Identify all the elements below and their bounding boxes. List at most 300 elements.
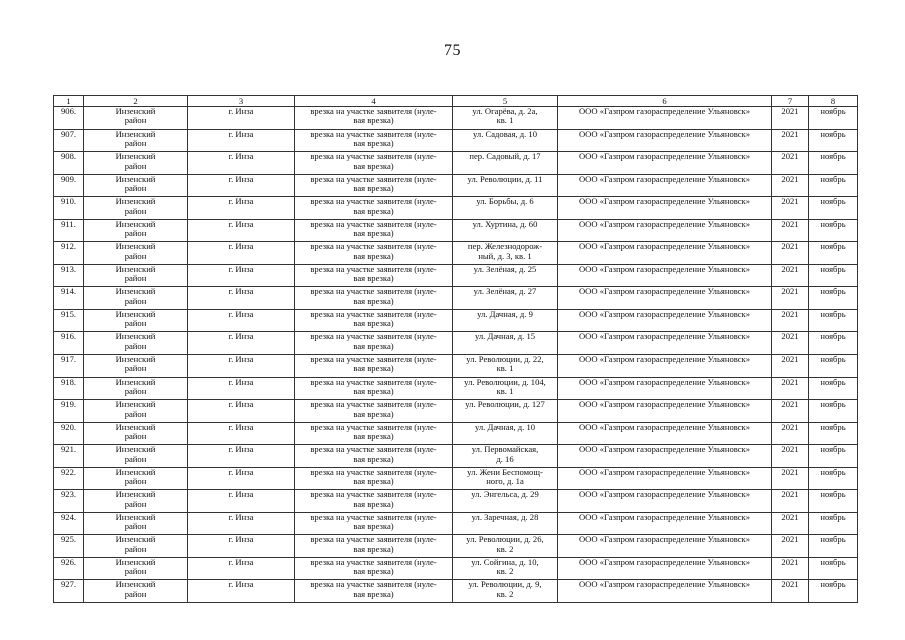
district-cell [84, 197, 188, 220]
work-type-cell [295, 490, 453, 513]
organization-cell: ООО «Газпром газораспределение Ульяновск» [558, 197, 772, 220]
row-number-cell: 908. [54, 152, 84, 175]
organization-cell: ООО «Газпром газораспределение Ульяновск» [558, 557, 772, 580]
month-cell: ноябрь [809, 152, 858, 175]
table-row [54, 422, 858, 445]
district-line: район [124, 115, 147, 126]
organization-cell: ООО «Газпром газораспределение Ульяновск» [558, 242, 772, 265]
district-line: район [124, 498, 147, 509]
year-cell: 2021 [772, 557, 809, 580]
district-line: Инзенский [115, 467, 156, 477]
address-line: ул. Революции, д. 9, [468, 579, 542, 590]
settlement-cell: г. Инза [188, 309, 295, 332]
settlement-cell: г. Инза [188, 580, 295, 603]
work-type-line: вая врезка) [353, 137, 394, 148]
year-cell: 2021 [772, 219, 809, 242]
district-line: Инзенский [115, 286, 156, 297]
settlement-cell: г. Инза [188, 287, 295, 310]
district-cell [84, 287, 188, 310]
district-cell [84, 129, 188, 152]
organization-cell: ООО «Газпром газораспределение Ульяновск» [558, 535, 772, 558]
district-line: Инзенский [115, 241, 156, 252]
organization-cell: ООО «Газпром газораспределение Ульяновск» [558, 512, 772, 535]
month-cell: ноябрь [809, 242, 858, 265]
settlement-cell: г. Инза [188, 174, 295, 197]
work-type-line: врезка на участке заявителя (нуле- [310, 264, 437, 274]
row-number-cell: 923. [54, 490, 84, 513]
work-type-line: вая врезка) [353, 408, 394, 419]
work-type-line: вая врезка) [353, 340, 394, 351]
address-line: кв. 1 [496, 115, 514, 126]
work-type-line: врезка на участке заявителя (нуле- [310, 331, 437, 342]
table-row [54, 557, 858, 580]
column-header: 3 [188, 96, 295, 107]
work-type-line: вая врезка) [353, 363, 394, 374]
year-cell: 2021 [772, 445, 809, 468]
organization-cell: ООО «Газпром газораспределение Ульяновск» [558, 129, 772, 152]
district-cell [84, 355, 188, 378]
work-type-line: вая врезка) [353, 431, 394, 442]
year-cell: 2021 [772, 152, 809, 175]
table-row [54, 174, 858, 197]
address-cell [453, 107, 558, 130]
work-type-line: вая врезка) [353, 205, 394, 216]
month-cell: ноябрь [809, 264, 858, 287]
district-line: район [124, 318, 147, 329]
district-line: район [124, 273, 147, 284]
row-number-cell: 910. [54, 197, 84, 220]
settlement-cell: г. Инза [188, 400, 295, 423]
settlement-cell: г. Инза [188, 422, 295, 445]
month-cell: ноябрь [809, 377, 858, 400]
address-line: ул. Революции, д. 26, [466, 534, 544, 545]
work-type-line: врезка на участке заявителя (нуле- [310, 196, 437, 207]
settlement-cell: г. Инза [188, 467, 295, 490]
organization-cell: ООО «Газпром газораспределение Ульяновск» [558, 219, 772, 242]
district-cell [84, 219, 188, 242]
row-number-cell: 921. [54, 445, 84, 468]
settlement-cell: г. Инза [188, 355, 295, 378]
row-number-cell: 926. [54, 557, 84, 580]
district-cell [84, 264, 188, 287]
organization-cell: ООО «Газпром газораспределение Ульяновск» [558, 107, 772, 130]
settlement-cell: г. Инза [188, 242, 295, 265]
month-cell: ноябрь [809, 580, 858, 603]
district-line: Инзенский [115, 399, 156, 410]
organization-cell: ООО «Газпром газораспределение Ульяновск» [558, 490, 772, 513]
work-type-line: врезка на участке заявителя (нуле- [310, 286, 437, 297]
month-cell: ноябрь [809, 557, 858, 580]
year-cell: 2021 [772, 174, 809, 197]
row-number-cell: 920. [54, 422, 84, 445]
settlement-cell: г. Инза [188, 445, 295, 468]
settlement-cell: г. Инза [188, 512, 295, 535]
month-cell: ноябрь [809, 535, 858, 558]
address-line: пер. Садовый, д. 17 [469, 151, 541, 162]
district-line: Инзенский [115, 354, 156, 365]
work-type-line: вая врезка) [353, 228, 394, 239]
district-cell [84, 557, 188, 580]
year-cell: 2021 [772, 264, 809, 287]
year-cell: 2021 [772, 467, 809, 490]
work-type-cell [295, 152, 453, 175]
organization-cell: ООО «Газпром газораспределение Ульяновск» [558, 445, 772, 468]
row-number-cell: 925. [54, 535, 84, 558]
district-line: Инзенский [115, 534, 156, 545]
work-type-line: вая врезка) [353, 566, 394, 577]
organization-cell: ООО «Газпром газораспределение Ульяновск» [558, 174, 772, 197]
address-line: ного, д. 1а [486, 476, 524, 487]
work-type-line: врезка на участке заявителя (нуле- [310, 174, 437, 184]
address-line: ул. Жени Беспомощ- [467, 467, 543, 477]
district-line: район [124, 137, 147, 148]
month-cell: ноябрь [809, 129, 858, 152]
district-line: Инзенский [115, 422, 156, 432]
district-line: Инзенский [115, 377, 156, 387]
address-cell [453, 557, 558, 580]
work-type-line: врезка на участке заявителя (нуле- [310, 241, 437, 252]
work-type-cell [295, 467, 453, 490]
district-line: Инзенский [115, 489, 156, 500]
address-cell [453, 309, 558, 332]
row-number-cell: 919. [54, 400, 84, 423]
month-cell: ноябрь [809, 512, 858, 535]
work-type-line: врезка на участке заявителя (нуле- [310, 422, 437, 432]
organization-cell: ООО «Газпром газораспределение Ульяновск» [558, 152, 772, 175]
row-number-cell: 912. [54, 242, 84, 265]
table-row [54, 219, 858, 242]
work-type-cell [295, 377, 453, 400]
work-type-line: врезка на участке заявителя (нуле- [310, 151, 437, 162]
district-line: район [124, 588, 147, 599]
column-header: 5 [453, 96, 558, 107]
address-cell [453, 400, 558, 423]
address-line: ул. Сойгина, д. 10, [471, 557, 539, 567]
work-type-line: вая врезка) [353, 453, 394, 464]
district-line: Инзенский [115, 129, 156, 139]
table-row [54, 400, 858, 423]
district-cell [84, 422, 188, 445]
address-line: ул. Садовая, д. 10 [473, 129, 537, 139]
work-type-cell [295, 445, 453, 468]
district-line: район [124, 476, 147, 487]
work-type-line: врезка на участке заявителя (нуле- [310, 354, 437, 365]
work-type-cell [295, 219, 453, 242]
year-cell: 2021 [772, 107, 809, 130]
month-cell: ноябрь [809, 490, 858, 513]
row-number-cell: 913. [54, 264, 84, 287]
month-cell: ноябрь [809, 309, 858, 332]
column-header: 1 [54, 96, 84, 107]
work-type-cell [295, 197, 453, 220]
district-cell [84, 467, 188, 490]
address-line: ул. Дачная, д. 15 [474, 331, 536, 342]
address-cell [453, 490, 558, 513]
table-row [54, 197, 858, 220]
settlement-cell: г. Инза [188, 377, 295, 400]
district-line: район [124, 385, 147, 396]
year-cell: 2021 [772, 490, 809, 513]
row-number-cell: 911. [54, 219, 84, 242]
district-cell [84, 174, 188, 197]
year-cell: 2021 [772, 197, 809, 220]
district-cell [84, 309, 188, 332]
address-line: кв. 2 [496, 588, 514, 599]
row-number-cell: 918. [54, 377, 84, 400]
table-row [54, 242, 858, 265]
work-type-line: вая врезка) [353, 385, 394, 396]
organization-cell: ООО «Газпром газораспределение Ульяновск» [558, 580, 772, 603]
year-cell: 2021 [772, 535, 809, 558]
work-type-cell [295, 264, 453, 287]
row-number-cell: 924. [54, 512, 84, 535]
table-row [54, 309, 858, 332]
organization-cell: ООО «Газпром газораспределение Ульяновск» [558, 467, 772, 490]
organization-cell: ООО «Газпром газораспределение Ульяновск» [558, 355, 772, 378]
address-line: ул. Хуртина, д. 60 [472, 219, 538, 229]
district-cell [84, 490, 188, 513]
work-type-line: врезка на участке заявителя (нуле- [310, 489, 437, 500]
address-cell [453, 264, 558, 287]
district-cell [84, 242, 188, 265]
work-type-cell [295, 422, 453, 445]
work-type-cell [295, 332, 453, 355]
column-header: 8 [809, 96, 858, 107]
work-type-line: врезка на участке заявителя (нуле- [310, 557, 437, 567]
address-line: ул. Революции, д. 11 [467, 174, 543, 184]
settlement-cell: г. Инза [188, 197, 295, 220]
district-line: район [124, 566, 147, 577]
address-line: ул. Энгельса, д. 29 [471, 489, 539, 500]
district-line: Инзенский [115, 196, 156, 207]
table-row [54, 152, 858, 175]
address-line: ул. Борьбы, д. 6 [476, 196, 534, 207]
column-header: 7 [772, 96, 809, 107]
table-row [54, 377, 858, 400]
work-type-cell [295, 355, 453, 378]
row-number-cell: 916. [54, 332, 84, 355]
address-cell [453, 467, 558, 490]
address-line: ул. Революции, д. 127 [465, 399, 545, 410]
work-type-cell [295, 535, 453, 558]
year-cell: 2021 [772, 512, 809, 535]
row-number-cell: 914. [54, 287, 84, 310]
year-cell: 2021 [772, 242, 809, 265]
organization-cell: ООО «Газпром газораспределение Ульяновск» [558, 264, 772, 287]
district-line: Инзенский [115, 579, 156, 590]
settlement-cell: г. Инза [188, 535, 295, 558]
address-line: ул. Огарёва, д. 2а, [472, 106, 538, 116]
district-line: Инзенский [115, 174, 156, 184]
month-cell: ноябрь [809, 332, 858, 355]
district-line: Инзенский [115, 106, 156, 116]
address-line: ул. Дачная, д. 9 [477, 309, 533, 319]
district-line: Инзенский [115, 444, 156, 455]
month-cell: ноябрь [809, 467, 858, 490]
district-line: район [124, 363, 147, 374]
district-line: Инзенский [115, 512, 156, 522]
table-row [54, 467, 858, 490]
district-line: район [124, 408, 147, 419]
address-line: д. 16 [496, 453, 514, 464]
month-cell: ноябрь [809, 174, 858, 197]
organization-cell: ООО «Газпром газораспределение Ульяновск» [558, 422, 772, 445]
row-number-cell: 922. [54, 467, 84, 490]
column-header: 2 [84, 96, 188, 107]
district-line: район [124, 453, 147, 464]
table-row [54, 107, 858, 130]
table-row [54, 445, 858, 468]
table-row [54, 355, 858, 378]
table-row [54, 580, 858, 603]
district-line: район [124, 228, 147, 239]
address-line: кв. 1 [496, 363, 514, 374]
year-cell: 2021 [772, 332, 809, 355]
district-line: район [124, 205, 147, 216]
address-line: пер. Железнодорож- [467, 241, 543, 252]
district-line: район [124, 521, 147, 532]
work-type-line: врезка на участке заявителя (нуле- [310, 309, 437, 319]
work-type-cell [295, 174, 453, 197]
settlement-cell: г. Инза [188, 129, 295, 152]
work-type-line: врезка на участке заявителя (нуле- [310, 399, 437, 410]
organization-cell: ООО «Газпром газораспределение Ульяновск» [558, 287, 772, 310]
year-cell: 2021 [772, 580, 809, 603]
district-cell [84, 152, 188, 175]
table-row [54, 129, 858, 152]
work-type-line: вая врезка) [353, 273, 394, 284]
settlement-cell: г. Инза [188, 152, 295, 175]
address-cell [453, 422, 558, 445]
district-line: Инзенский [115, 264, 156, 274]
work-type-line: вая врезка) [353, 295, 394, 306]
address-cell [453, 287, 558, 310]
district-line: район [124, 431, 147, 442]
organization-cell: ООО «Газпром газораспределение Ульяновск» [558, 309, 772, 332]
table-row [54, 535, 858, 558]
row-number-cell: 907. [54, 129, 84, 152]
year-cell: 2021 [772, 287, 809, 310]
address-line: ул. Дачная, д. 10 [474, 422, 536, 432]
page-number: 75 [444, 42, 461, 59]
address-cell [453, 512, 558, 535]
year-cell: 2021 [772, 309, 809, 332]
district-cell [84, 332, 188, 355]
address-line: ул. Революции, д. 22, [466, 354, 544, 365]
settlement-cell: г. Инза [188, 332, 295, 355]
district-cell [84, 580, 188, 603]
work-type-line: врезка на участке заявителя (нуле- [310, 512, 437, 522]
column-header: 4 [295, 96, 453, 107]
settlement-cell: г. Инза [188, 107, 295, 130]
work-type-line: вая врезка) [353, 498, 394, 509]
month-cell: ноябрь [809, 355, 858, 378]
month-cell: ноябрь [809, 445, 858, 468]
district-cell [84, 535, 188, 558]
settlement-cell: г. Инза [188, 557, 295, 580]
work-type-line: врезка на участке заявителя (нуле- [310, 377, 437, 387]
work-type-cell [295, 107, 453, 130]
work-type-cell [295, 580, 453, 603]
address-cell [453, 242, 558, 265]
work-type-line: врезка на участке заявителя (нуле- [310, 444, 437, 455]
district-line: Инзенский [115, 331, 156, 342]
address-line: ул. Зелёная, д. 25 [473, 264, 537, 274]
month-cell: ноябрь [809, 400, 858, 423]
address-cell [453, 219, 558, 242]
table-row [54, 264, 858, 287]
work-type-cell [295, 309, 453, 332]
table-row [54, 287, 858, 310]
registry-table [53, 95, 858, 603]
table-row [54, 490, 858, 513]
district-cell [84, 377, 188, 400]
district-cell [84, 107, 188, 130]
work-type-line: врезка на участке заявителя (нуле- [310, 467, 437, 477]
work-type-line: вая врезка) [353, 543, 394, 554]
row-number-cell: 927. [54, 580, 84, 603]
work-type-line: вая врезка) [353, 115, 394, 126]
address-cell [453, 445, 558, 468]
settlement-cell: г. Инза [188, 219, 295, 242]
work-type-line: врезка на участке заявителя (нуле- [310, 534, 437, 545]
table-body [54, 107, 858, 603]
column-number-row [54, 96, 858, 107]
work-type-line: вая врезка) [353, 160, 394, 171]
work-type-cell [295, 129, 453, 152]
work-type-line: вая врезка) [353, 318, 394, 329]
address-cell [453, 377, 558, 400]
district-line: район [124, 543, 147, 554]
address-cell [453, 197, 558, 220]
column-header: 6 [558, 96, 772, 107]
year-cell: 2021 [772, 355, 809, 378]
work-type-cell [295, 400, 453, 423]
year-cell: 2021 [772, 400, 809, 423]
month-cell: ноябрь [809, 107, 858, 130]
address-line: ул. Первомайская, [471, 444, 539, 455]
address-line: ный, д. 3, кв. 1 [478, 250, 532, 261]
address-line: кв. 1 [496, 385, 514, 396]
work-type-cell [295, 512, 453, 535]
row-number-cell: 917. [54, 355, 84, 378]
work-type-line: врезка на участке заявителя (нуле- [310, 106, 437, 116]
settlement-cell: г. Инза [188, 264, 295, 287]
year-cell: 2021 [772, 129, 809, 152]
address-cell [453, 535, 558, 558]
address-line: ул. Заречная, д. 28 [471, 512, 539, 522]
district-cell [84, 512, 188, 535]
work-type-line: вая врезка) [353, 521, 394, 532]
address-cell [453, 355, 558, 378]
work-type-line: вая врезка) [353, 588, 394, 599]
work-type-line: вая врезка) [353, 183, 394, 194]
organization-cell: ООО «Газпром газораспределение Ульяновск» [558, 332, 772, 355]
address-line: кв. 2 [496, 566, 514, 577]
district-line: Инзенский [115, 309, 156, 319]
district-line: район [124, 160, 147, 171]
address-line: кв. 2 [496, 543, 514, 554]
month-cell: ноябрь [809, 197, 858, 220]
district-line: Инзенский [115, 219, 156, 229]
organization-cell: ООО «Газпром газораспределение Ульяновск» [558, 400, 772, 423]
table-row [54, 332, 858, 355]
district-line: Инзенский [115, 557, 156, 567]
district-cell [84, 445, 188, 468]
work-type-line: врезка на участке заявителя (нуле- [310, 129, 437, 139]
district-line: район [124, 250, 147, 261]
address-cell [453, 152, 558, 175]
